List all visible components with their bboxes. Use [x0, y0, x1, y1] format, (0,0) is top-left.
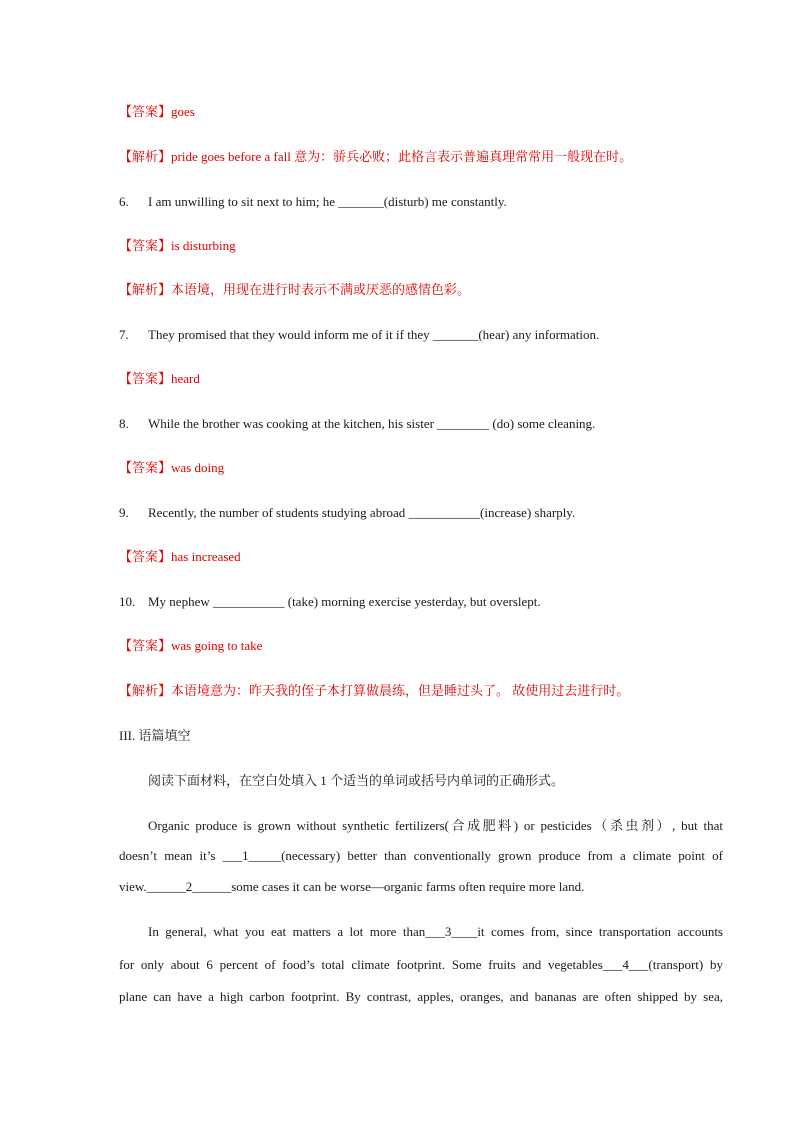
section-instruction: 阅读下面材料，在空白处填入 1 个适当的单词或括号内单词的正确形式。 [148, 773, 565, 788]
section-title: III. 语篇填空 [119, 728, 191, 743]
explanation-line [119, 281, 470, 299]
blank-2: ______2______ [146, 879, 232, 894]
passage-text: it comes from, since transportation accounts [477, 924, 723, 939]
blank-4: ___4___ [602, 957, 649, 972]
question-number: 6. [119, 194, 129, 209]
answer-label: 【答案】 [119, 638, 172, 653]
answer-text: heard [171, 371, 200, 386]
answer-label: 【答案】 [119, 549, 172, 564]
answer-label: 【答案】 [119, 104, 172, 119]
explanation-line [119, 682, 629, 700]
passage-line: Organic produce is grown without synthetic fertilizers(合成肥料) or pesticides（杀虫剂）, but that [148, 818, 723, 833]
answer-text: goes [171, 104, 195, 119]
question-line [119, 193, 507, 211]
explanation-text: 本语境意为：昨天我的侄子本打算做晨练，但是睡过头了。 故使用过去进行时。 [171, 683, 630, 698]
answer-line [119, 103, 195, 121]
question-line [119, 415, 595, 433]
answer-line [119, 637, 262, 655]
passage-text: (necessary) better than conventionally grown produce from a climate point of [281, 848, 723, 863]
passage-line [148, 923, 723, 941]
question-line [119, 593, 541, 611]
passage-text: for only about 6 percent of food’s total climate footprint. Some fruits and vegetables [119, 957, 603, 972]
answer-label: 【答案】 [119, 371, 172, 386]
passage-line [119, 878, 723, 896]
explanation-label: 【解析】 [119, 683, 172, 698]
question-text: Recently, the number of students studying abroad ___________(increase) sharply. [148, 505, 576, 520]
passage-text: doesn’t mean it’s [119, 848, 223, 863]
passage-line [119, 847, 723, 865]
question-text: While the brother was cooking at the kitchen, his sister ________ (do) some cleaning. [148, 416, 596, 431]
answer-line [119, 459, 224, 477]
question-line [119, 504, 575, 522]
answer-label: 【答案】 [119, 238, 172, 253]
passage-text: view. [119, 879, 147, 894]
question-number: 10. [119, 594, 136, 609]
answer-line [119, 370, 200, 388]
passage-text: (transport) by [648, 957, 724, 972]
answer-text: was going to take [171, 638, 263, 653]
question-text: They promised that they would inform me of it if they _______(hear) any information. [148, 327, 600, 342]
answer-text: is disturbing [171, 238, 236, 253]
answer-line [119, 548, 241, 566]
blank-1: ___1_____ [222, 848, 282, 863]
explanation-text: pride goes before a fall 意为：骄兵必败；此格言表示普遍真理常常用一般现在时。 [171, 149, 633, 164]
question-number: 8. [119, 416, 129, 431]
explanation-label: 【解析】 [119, 282, 172, 297]
explanation-line [119, 148, 632, 166]
passage-line [119, 956, 723, 974]
answer-text: has increased [171, 549, 241, 564]
passage-line: plane can have a high carbon footprint. By contrast, apples, oranges, and bananas are often shipped by sea, [119, 989, 723, 1004]
answer-line [119, 237, 236, 255]
question-text: My nephew ___________ (take) morning exercise yesterday, but overslept. [148, 594, 541, 609]
passage-text: some cases it can be worse—organic farms often require more land. [231, 879, 585, 894]
answer-text: was doing [171, 460, 225, 475]
question-number: 7. [119, 327, 129, 342]
explanation-label: 【解析】 [119, 149, 172, 164]
blank-3: ___3____ [425, 924, 478, 939]
answer-label: 【答案】 [119, 460, 172, 475]
explanation-text: 本语境，用现在进行时表示不满或厌恶的感情色彩。 [171, 282, 471, 297]
passage-text: In general, what you eat matters a lot more than [148, 924, 426, 939]
question-text: I am unwilling to sit next to him; he _______(disturb) me constantly. [148, 194, 507, 209]
question-number: 9. [119, 505, 129, 520]
question-line [119, 326, 599, 344]
